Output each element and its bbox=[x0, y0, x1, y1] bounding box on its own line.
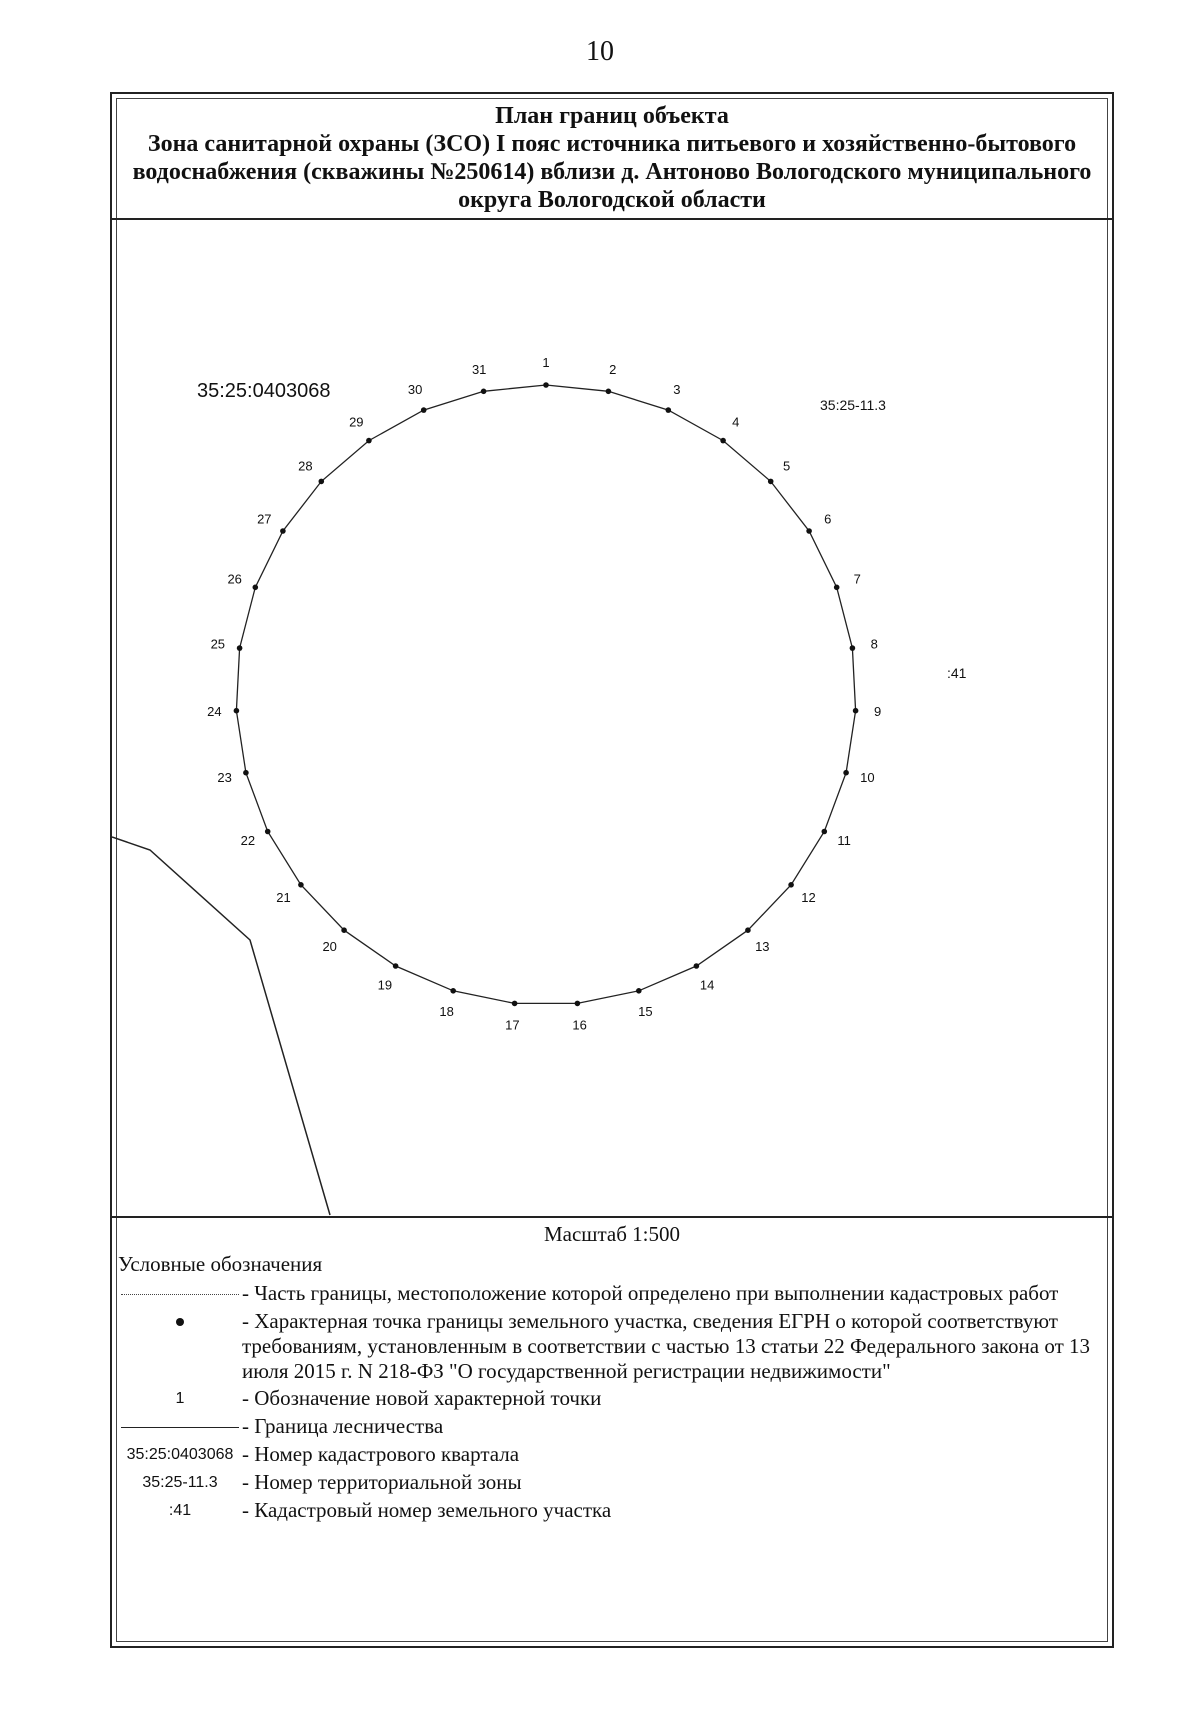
boundary-point-16 bbox=[575, 1001, 581, 1007]
legend-text: - Номер кадастрового квартала bbox=[242, 1442, 520, 1466]
legend-text: - Кадастровый номер земельного участка bbox=[242, 1498, 612, 1522]
point-label-19: 19 bbox=[377, 977, 393, 993]
point-label-15: 15 bbox=[638, 1003, 653, 1019]
legend-text: - Номер территориальной зоны bbox=[242, 1470, 522, 1494]
boundary-point-23 bbox=[243, 770, 249, 776]
point-label-12: 12 bbox=[801, 890, 816, 906]
boundary-point-21 bbox=[298, 882, 304, 888]
legend-row-measured-boundary bbox=[118, 1281, 1098, 1307]
title-block bbox=[112, 94, 1112, 220]
object-title: Зона санитарной охраны (ЗСО) I пояс источника питьевого и хозяйственно-бытового водоснабжения (скважины №250614) вблизи д. Антоново Вологодского муниципального округа Вологодской области bbox=[132, 131, 1092, 213]
legend-text: - Обозначение новой характерной точки bbox=[242, 1386, 602, 1410]
legend-row-point bbox=[118, 1309, 1098, 1384]
boundary-point-9 bbox=[853, 708, 859, 714]
boundary-point-18 bbox=[450, 988, 456, 994]
boundary-point-17 bbox=[512, 1001, 518, 1007]
boundary-point-1 bbox=[543, 382, 549, 388]
legend-row-zone bbox=[118, 1470, 1098, 1496]
boundary-point-4 bbox=[720, 438, 726, 444]
legend bbox=[118, 1252, 1098, 1526]
point-label-16: 16 bbox=[572, 1017, 587, 1033]
solid-line-symbol bbox=[121, 1427, 239, 1428]
parcel-symbol: :41 bbox=[168, 1502, 192, 1519]
forestry-boundary-line bbox=[112, 837, 330, 1215]
boundary-point-3 bbox=[666, 407, 672, 413]
new-point-symbol: 1 bbox=[175, 1390, 185, 1407]
point-label-22: 22 bbox=[240, 833, 256, 849]
point-label-28: 28 bbox=[298, 458, 313, 474]
point-dot-symbol bbox=[176, 1318, 184, 1326]
point-label-21: 21 bbox=[276, 890, 291, 906]
scale-divider bbox=[112, 1216, 1112, 1218]
point-label-30: 30 bbox=[407, 381, 423, 397]
boundary-point-7 bbox=[834, 585, 840, 591]
point-label-18: 18 bbox=[439, 1003, 454, 1019]
sanitary-zone-boundary bbox=[236, 385, 855, 1003]
boundary-point-12 bbox=[788, 882, 794, 888]
point-label-8: 8 bbox=[870, 636, 878, 652]
point-label-10: 10 bbox=[860, 770, 875, 786]
point-label-6: 6 bbox=[824, 511, 832, 527]
dashed-line-symbol bbox=[121, 1294, 239, 1295]
quarter-label: 35:25:0403068 bbox=[197, 380, 331, 402]
boundary-point-30 bbox=[421, 407, 427, 413]
point-label-20: 20 bbox=[322, 938, 337, 954]
boundary-point-15 bbox=[636, 988, 642, 994]
legend-row-parcel bbox=[118, 1498, 1098, 1524]
boundary-point-20 bbox=[341, 927, 347, 933]
boundary-point-24 bbox=[234, 708, 240, 714]
boundary-point-8 bbox=[850, 645, 856, 651]
point-label-31: 31 bbox=[471, 361, 487, 377]
boundary-point-5 bbox=[768, 479, 774, 485]
legend-row-forestry bbox=[118, 1414, 1098, 1440]
point-label-5: 5 bbox=[782, 458, 791, 474]
point-label-7: 7 bbox=[853, 571, 861, 587]
parcel-label: :41 bbox=[947, 665, 967, 681]
point-label-2: 2 bbox=[609, 361, 617, 377]
legend-title: Условные обозначения bbox=[118, 1252, 323, 1276]
boundary-point-10 bbox=[843, 770, 849, 776]
zone-label: 35:25-11.3 bbox=[820, 397, 886, 413]
boundary-point-6 bbox=[806, 528, 812, 534]
point-label-4: 4 bbox=[732, 414, 740, 430]
quarter-symbol: 35:25:0403068 bbox=[126, 1446, 234, 1463]
boundary-point-14 bbox=[694, 963, 700, 969]
map-area bbox=[112, 220, 1112, 1216]
boundary-point-28 bbox=[319, 479, 325, 485]
legend-text: - Граница лесничества bbox=[242, 1414, 444, 1438]
boundary-point-27 bbox=[280, 528, 286, 534]
point-label-23: 23 bbox=[217, 770, 232, 786]
boundary-point-13 bbox=[745, 927, 751, 933]
legend-row-quarter bbox=[118, 1442, 1098, 1468]
boundary-point-22 bbox=[265, 829, 271, 835]
page-number: 10 bbox=[586, 36, 614, 67]
boundary-point-25 bbox=[237, 645, 243, 651]
point-label-27: 27 bbox=[257, 511, 272, 527]
plan-frame bbox=[110, 92, 1114, 1648]
legend-row-new-point bbox=[118, 1386, 1098, 1412]
boundary-map bbox=[112, 220, 1112, 1216]
point-label-3: 3 bbox=[673, 381, 681, 397]
point-label-29: 29 bbox=[349, 414, 364, 430]
point-label-13: 13 bbox=[755, 938, 770, 954]
point-label-24: 24 bbox=[207, 703, 222, 719]
point-label-26: 26 bbox=[227, 571, 242, 587]
point-label-17: 17 bbox=[505, 1017, 520, 1033]
boundary-point-11 bbox=[822, 829, 828, 835]
point-label-25: 25 bbox=[210, 636, 226, 652]
scale-label: Масштаб 1:500 bbox=[543, 1222, 680, 1246]
boundary-point-29 bbox=[366, 438, 372, 444]
point-label-1: 1 bbox=[542, 355, 550, 370]
boundary-point-2 bbox=[606, 389, 612, 395]
legend-text: - Часть границы, местоположение которой определено при выполнении кадастровых работ bbox=[242, 1281, 1059, 1305]
point-label-14: 14 bbox=[699, 977, 715, 993]
zone-symbol: 35:25-11.3 bbox=[142, 1474, 218, 1491]
legend-text: - Характерная точка границы земельного участка, сведения ЕГРН о которой соответствуют требованиям, установленным в соответствии с частью 13 статьи 22 Федерального закона от 13 июля 2015 г. N 218-ФЗ "О государственной регистрации недвижимости" bbox=[242, 1309, 1091, 1383]
point-label-11: 11 bbox=[837, 833, 851, 849]
point-label-9: 9 bbox=[873, 703, 882, 719]
boundary-point-31 bbox=[481, 389, 487, 395]
characteristic-points bbox=[207, 355, 881, 1032]
boundary-point-26 bbox=[253, 585, 259, 591]
boundary-point-19 bbox=[393, 963, 399, 969]
plan-title: План границ объекта bbox=[495, 103, 729, 129]
